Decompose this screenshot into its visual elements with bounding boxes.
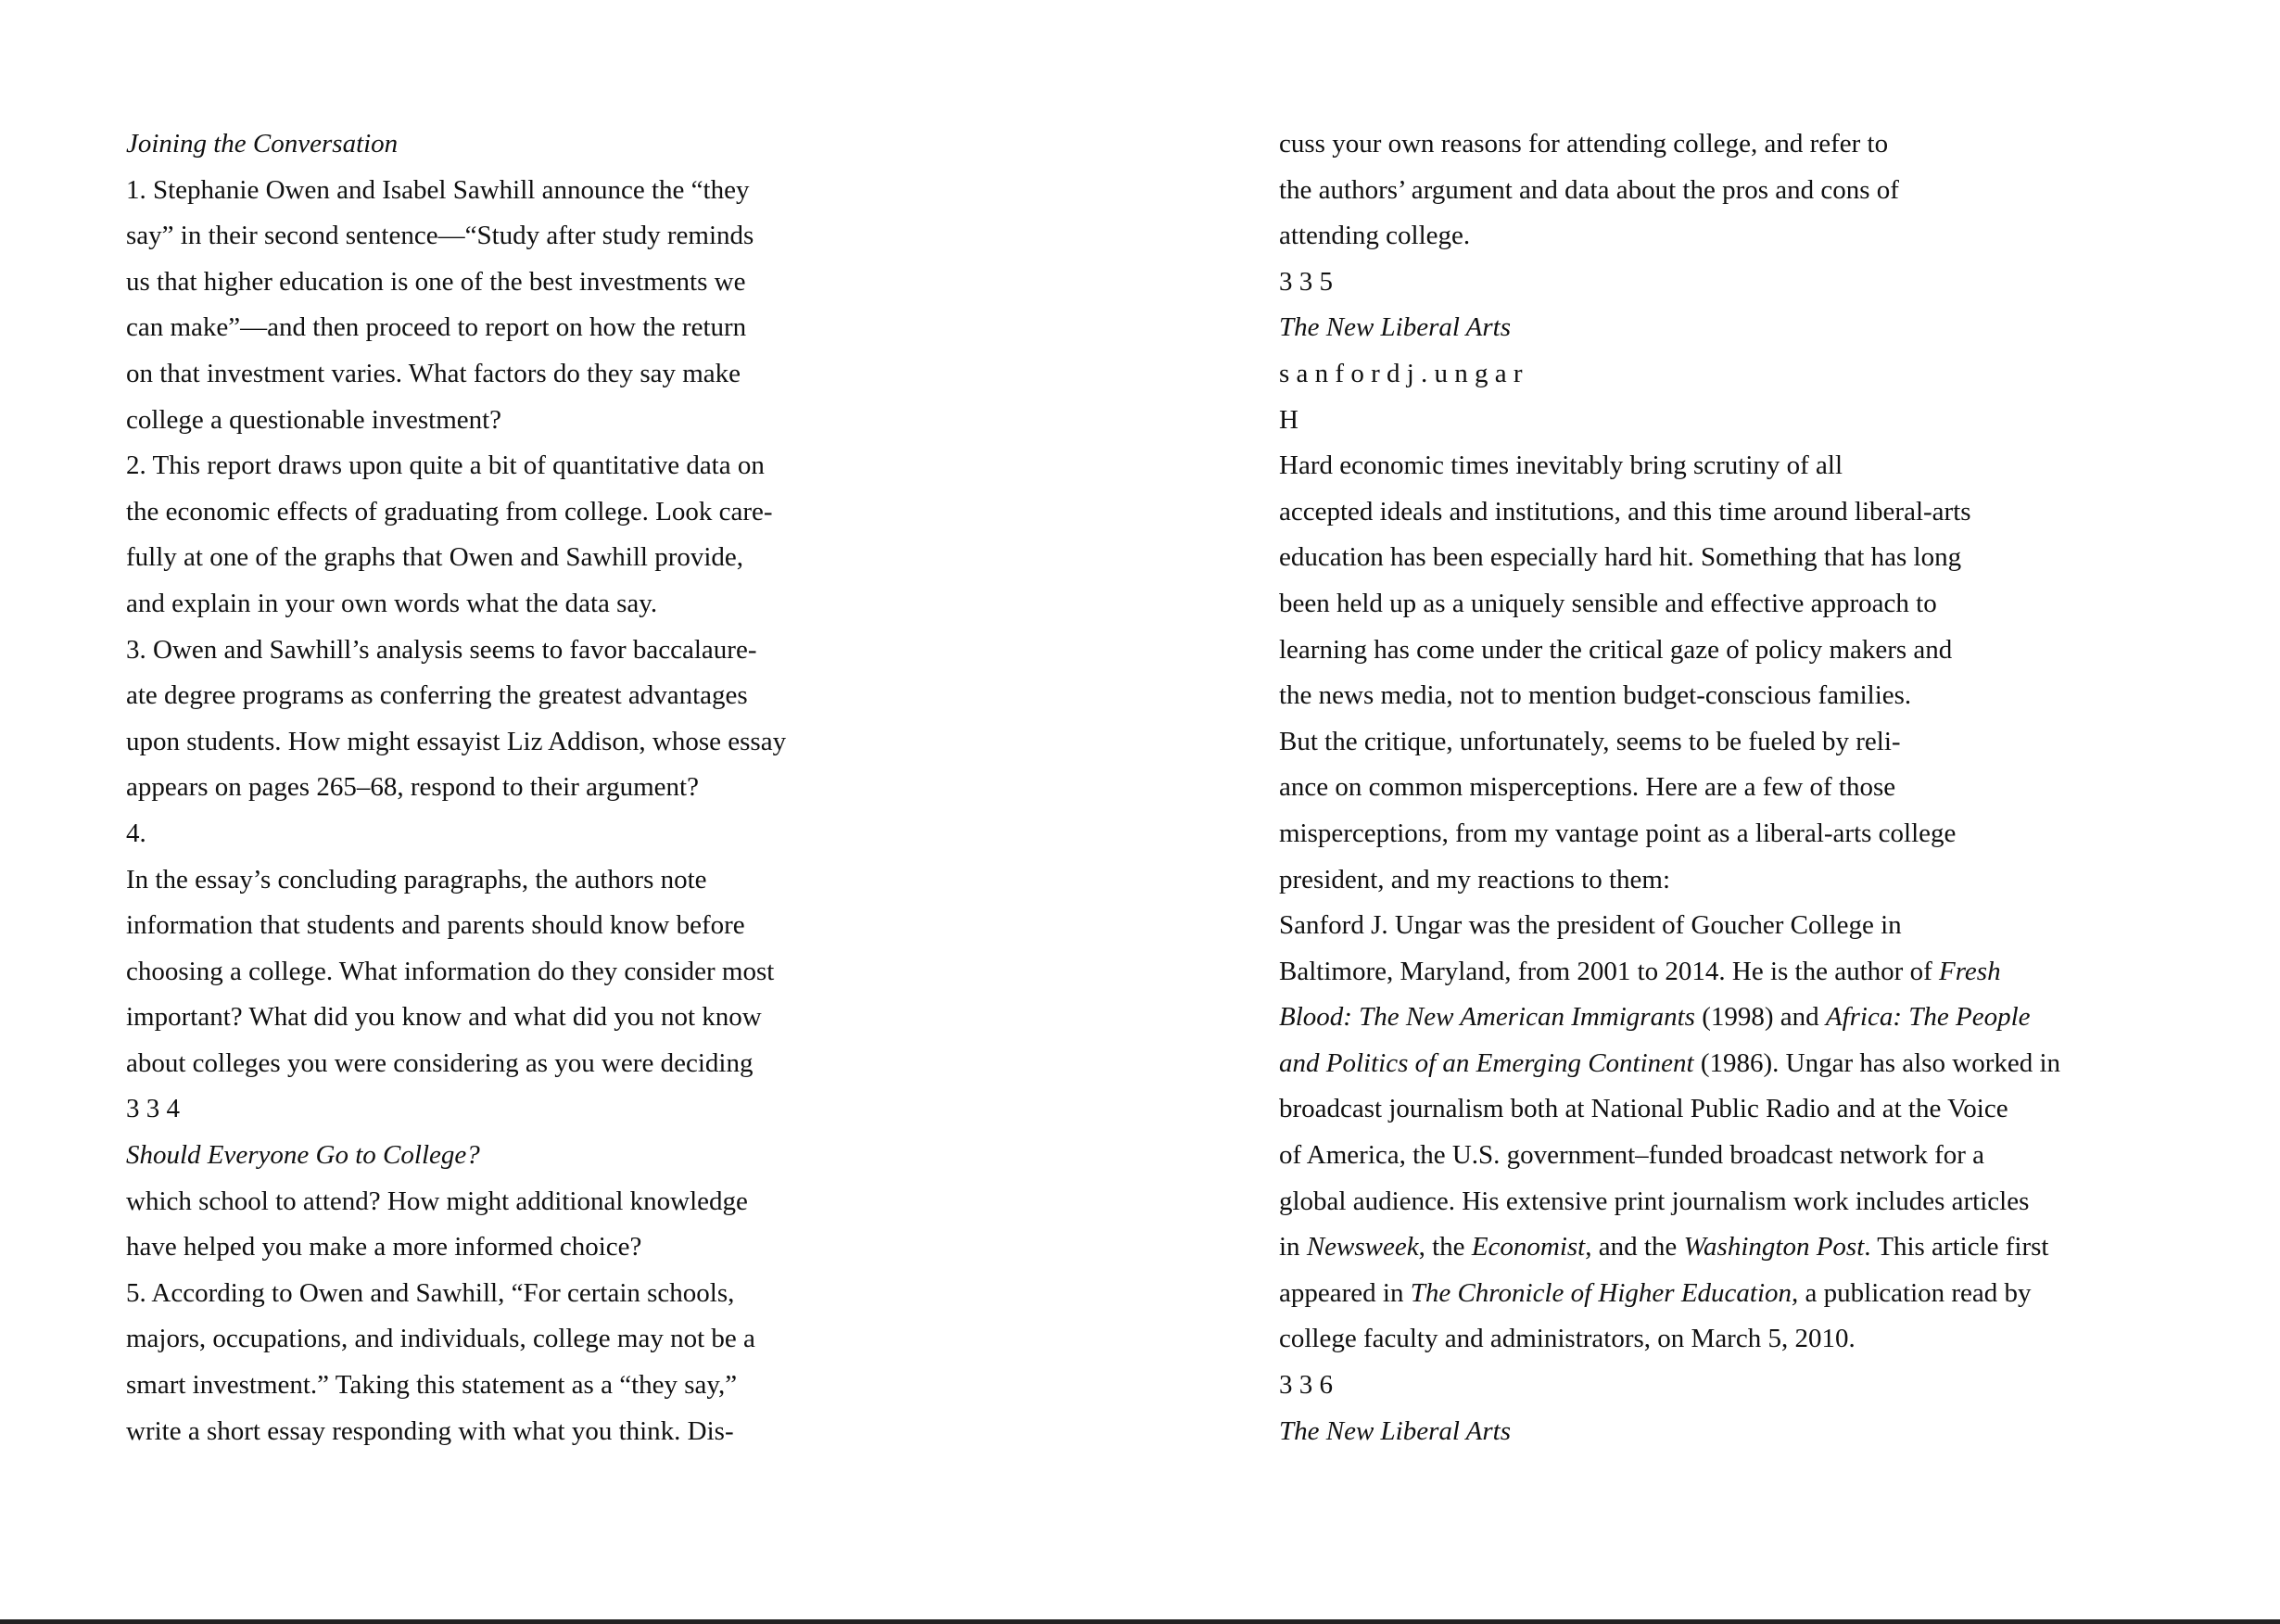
text-segment: 3 3 6 [1279, 1370, 1333, 1401]
text-segment: appears on pages 265–68, respond to their argument? [126, 772, 699, 803]
right-column-line [1279, 673, 2252, 719]
right-column-line [1279, 351, 2252, 398]
right-column-line [1279, 1179, 2252, 1225]
left-column-line [126, 581, 1146, 628]
right-column-line [1279, 1041, 2252, 1087]
text-segment: the economic effects of graduating from college. Look care- [126, 496, 773, 527]
italic-text: Blood: The New American Immigrants [1279, 1002, 1695, 1033]
left-column-line [126, 1224, 1146, 1271]
right-column-line [1279, 949, 2252, 996]
left-column-line [126, 811, 1146, 857]
right-column-line [1279, 857, 2252, 904]
right-column-line [1279, 1086, 2252, 1133]
text-segment: choosing a college. What information do they consider most [126, 956, 775, 986]
text-segment: Baltimore, Maryland, from 2001 to 2014. He is the author of [1279, 956, 1939, 986]
text-segment: 2. This report draws upon quite a bit of quantitative data on [126, 450, 765, 481]
right-column-line [1279, 168, 2252, 214]
left-column-line [126, 719, 1146, 766]
text-segment: misperceptions, from my vantage point as a liberal-arts college [1279, 818, 1957, 848]
right-column-line [1279, 581, 2252, 628]
left-column-line [126, 1363, 1146, 1409]
right-column-line [1279, 765, 2252, 811]
right-column-line [1279, 628, 2252, 674]
text-segment: . This article first [1864, 1232, 2049, 1262]
text-segment: ance on common misperceptions. Here are a few of those [1279, 772, 1896, 803]
text-segment: majors, occupations, and individuals, college may not be a [126, 1324, 755, 1354]
text-segment: H [1279, 404, 1298, 435]
text-segment: the news media, not to mention budget-conscious families. [1279, 680, 1912, 711]
right-column-line [1279, 1316, 2252, 1363]
right-column-line [1279, 1271, 2252, 1317]
text-segment: (1986). Ungar has also worked in [1693, 1047, 2061, 1078]
text-segment: Sanford J. Ungar was the president of Goucher College in [1279, 910, 1902, 941]
left-column-line [126, 1133, 1146, 1179]
right-column-line [1279, 811, 2252, 857]
text-segment: college faculty and administrators, on March 5, 2010. [1279, 1324, 1856, 1354]
right-column-line [1279, 489, 2252, 536]
italic-text: The Chronicle of Higher Education, [1410, 1277, 1799, 1308]
left-column-line [126, 1316, 1146, 1363]
text-segment: information that students and parents should know before [126, 910, 745, 941]
italic-text: Newsweek [1306, 1232, 1419, 1262]
text-segment: important? What did you know and what did you not know [126, 1002, 762, 1033]
text-segment: about colleges you were considering as you were deciding [126, 1047, 754, 1078]
right-column-line [1279, 1224, 2252, 1271]
text-segment: In the essay’s concluding paragraphs, the authors note [126, 864, 707, 894]
left-column-line [126, 398, 1146, 444]
text-segment: say” in their second sentence—“Study after study reminds [126, 221, 754, 251]
right-column-line [1279, 121, 2252, 168]
italic-text: Joining the Conversation [126, 129, 399, 159]
text-segment: can make”—and then proceed to report on how the return [126, 312, 747, 343]
italic-text: The New Liberal Arts [1279, 1415, 1512, 1446]
left-column-line [126, 213, 1146, 260]
text-segment: broadcast journalism both at National Public Radio and at the Voice [1279, 1094, 2008, 1124]
left-column [126, 121, 1146, 1454]
text-segment: a publication read by [1798, 1277, 2032, 1308]
text-segment: accepted ideals and institutions, and this time around liberal-arts [1279, 496, 1971, 527]
text-segment: write a short essay responding with what you think. Dis- [126, 1415, 734, 1446]
italic-text: Washington Post [1683, 1232, 1865, 1262]
text-segment: 3 3 5 [1279, 266, 1333, 297]
text-segment: of America, the U.S. government–funded broadcast network for a [1279, 1140, 1985, 1171]
left-column-line [126, 1179, 1146, 1225]
italic-text: Fresh [1938, 956, 2001, 986]
text-segment: upon students. How might essayist Liz Addison, whose essay [126, 726, 787, 756]
text-segment: been held up as a uniquely sensible and effective approach to [1279, 588, 1937, 618]
right-column-line [1279, 213, 2252, 260]
text-segment: 5. According to Owen and Sawhill, “For certain schools, [126, 1277, 735, 1308]
left-column-line [126, 949, 1146, 996]
right-column-line [1279, 305, 2252, 351]
left-column-line [126, 305, 1146, 351]
bottom-rule [0, 1619, 2280, 1624]
text-segment: in [1279, 1232, 1307, 1262]
text-segment: learning has come under the critical gaze of policy makers and [1279, 634, 1953, 665]
text-segment: 3. Owen and Sawhill’s analysis seems to favor baccalaure- [126, 634, 757, 665]
left-column-line [126, 857, 1146, 904]
left-column-line [126, 628, 1146, 674]
text-segment: which school to attend? How might additional knowledge [126, 1186, 748, 1216]
right-column-line [1279, 719, 2252, 766]
left-column-line [126, 903, 1146, 949]
left-column-line [126, 260, 1146, 306]
left-column-line [126, 535, 1146, 581]
text-segment: fully at one of the graphs that Owen and Sawhill provide, [126, 542, 744, 573]
left-column-line [126, 443, 1146, 489]
italic-text: Economist [1471, 1232, 1586, 1262]
left-column-line [126, 1271, 1146, 1317]
right-column-line [1279, 260, 2252, 306]
right-column [1279, 121, 2252, 1454]
right-column-line [1279, 1133, 2252, 1179]
left-column-line [126, 673, 1146, 719]
right-column-line [1279, 535, 2252, 581]
text-segment: smart investment.” Taking this statement as a “they say,” [126, 1370, 738, 1401]
text-segment: on that investment varies. What factors do they say make [126, 358, 741, 388]
left-column-line [126, 1086, 1146, 1133]
right-column-line [1279, 1409, 2252, 1455]
left-column-line [126, 765, 1146, 811]
left-column-line [126, 489, 1146, 536]
text-segment: , and the [1585, 1232, 1684, 1262]
text-segment: Hard economic times inevitably bring scrutiny of all [1279, 450, 1843, 481]
text-segment: cuss your own reasons for attending college, and refer to [1279, 129, 1889, 159]
left-column-line [126, 168, 1146, 214]
text-segment: , the [1418, 1232, 1472, 1262]
text-segment: appeared in [1279, 1277, 1411, 1308]
text-segment: president, and my reactions to them: [1279, 864, 1671, 894]
text-segment: global audience. His extensive print journalism work includes articles [1279, 1186, 2030, 1216]
left-column-line [126, 1041, 1146, 1087]
left-column-line [126, 995, 1146, 1041]
text-segment: s a n f o r d j . u n g a r [1279, 358, 1523, 388]
right-column-line [1279, 443, 2252, 489]
text-segment: 1. Stephanie Owen and Isabel Sawhill announce the “they [126, 174, 750, 205]
text-segment: But the critique, unfortunately, seems to be fueled by reli- [1279, 726, 1901, 756]
left-column-line [126, 351, 1146, 398]
italic-text: The New Liberal Arts [1279, 312, 1512, 343]
right-column-line [1279, 903, 2252, 949]
text-segment: attending college. [1279, 221, 1471, 251]
text-segment: have helped you make a more informed choice? [126, 1232, 642, 1262]
text-segment: education has been especially hard hit. Something that has long [1279, 542, 1962, 573]
right-column-line [1279, 995, 2252, 1041]
text-segment: (1998) and [1694, 1002, 1826, 1033]
text-segment: 3 3 4 [126, 1094, 180, 1124]
italic-text: Africa: The People [1825, 1002, 2031, 1033]
text-segment: ate degree programs as conferring the greatest advantages [126, 680, 748, 711]
left-column-line [126, 121, 1146, 168]
text-segment: 4. [126, 818, 146, 848]
italic-text: and Politics of an Emerging Continent [1279, 1047, 1694, 1078]
text-segment: and explain in your own words what the data say. [126, 588, 658, 618]
text-segment: the authors’ argument and data about the pros and cons of [1279, 174, 1899, 205]
italic-text: Should Everyone Go to College? [126, 1140, 480, 1171]
left-column-line [126, 1409, 1146, 1455]
right-column-line [1279, 1363, 2252, 1409]
text-segment: us that higher education is one of the best investments we [126, 266, 746, 297]
right-column-line [1279, 398, 2252, 444]
text-segment: college a questionable investment? [126, 404, 502, 435]
